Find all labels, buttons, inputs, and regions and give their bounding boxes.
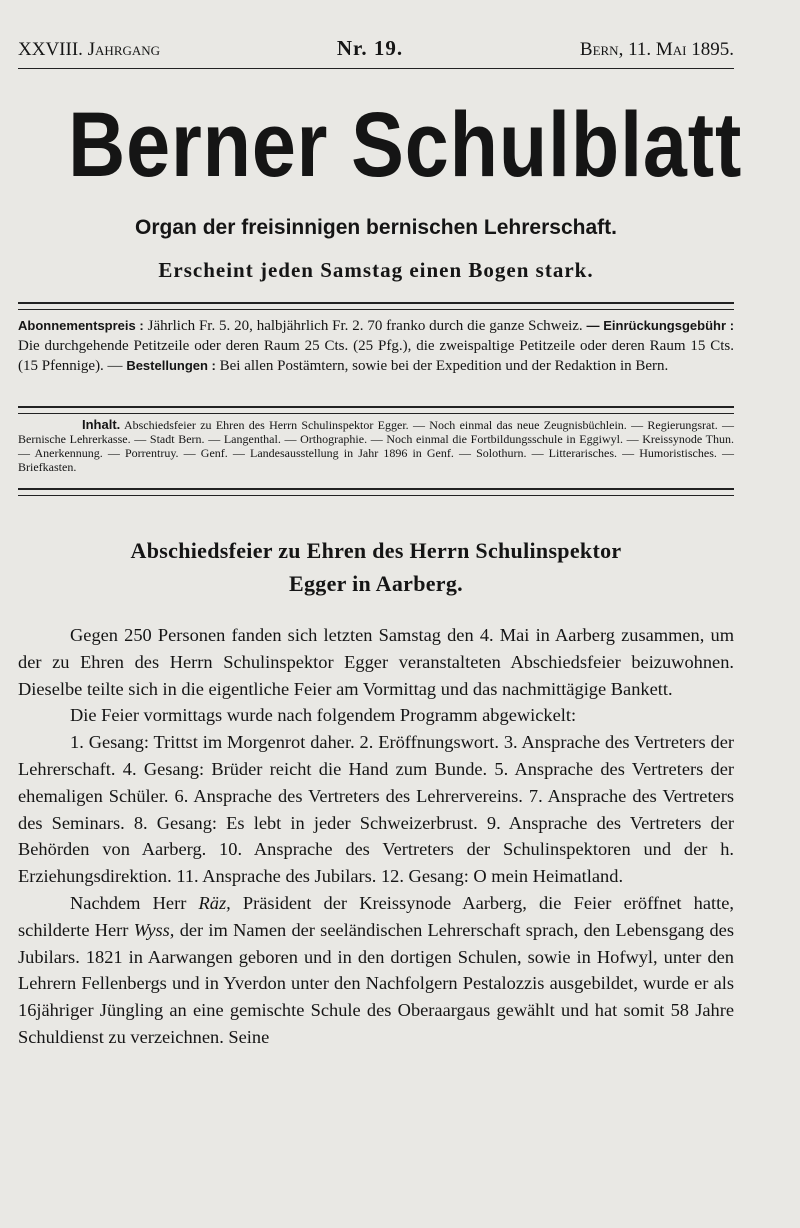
orders-label: Bestellungen : bbox=[126, 358, 216, 373]
article-title bbox=[18, 534, 734, 600]
header-line bbox=[18, 36, 734, 61]
article-title-line-1: Abschiedsfeier zu Ehren des Herrn Schulinspektor bbox=[130, 538, 622, 563]
contents-text: Abschiedsfeier zu Ehren des Herrn Schulinspektor Egger. — Noch einmal das neue Zeugnisbüchlein. — Regierungsrat. — Bernische Lehrerkasse. — Stadt Bern. — Langenthal. — Orthographie. — Noch einmal die Fortbildungsschule in Eggiwyl. — Kreissynode Thun. — Anerkennung. — Porrentruy. — Genf. — Landesausstellung in Jahr 1896 in Genf. — Solothurn. — Litterarisches. — Humoristisches. — Briefkasten. bbox=[18, 418, 734, 474]
subscription-info bbox=[18, 316, 734, 376]
article-body bbox=[18, 622, 734, 1051]
header-rule bbox=[18, 68, 734, 69]
article-title-line-2: Egger in Aarberg. bbox=[289, 571, 463, 596]
divider-top bbox=[18, 302, 734, 310]
text-run: der im Namen der seeländischen Lehrerschaft sprach, den Lebensgang des Jubilars. 1821 in Aarwangen geboren und in den dortigen Schulen, sowie in Hofwyl, unter den Lehrern Fellenbergs und in Yverdon unter den Nachfolgern Pestalozzis ausgebildet, wurde er als 16jähriger Jüngling an eine gemischte Schule des Oberaargaus gewählt und hat somit 58 Jahre Schuldienst zu verzeichnen. Seine bbox=[18, 919, 734, 1047]
divider-bottom bbox=[18, 488, 734, 496]
issue-number: Nr. 19. bbox=[336, 36, 404, 60]
subscription-text: Jährlich Fr. 5. 20, halbjährlich Fr. 2. 70 franko durch die ganze Schweiz. bbox=[147, 318, 583, 334]
person-name: Wyss, bbox=[133, 919, 175, 940]
paragraph: Die Feier vormittags wurde nach folgendem Programm abgewickelt: bbox=[70, 705, 577, 726]
orders-text: Bei allen Postämtern, sowie bei der Expedition und der Redaktion in Bern. bbox=[219, 358, 669, 374]
place-date: Bern, 11. Mai 1895. bbox=[579, 39, 734, 60]
insertion-label: — Einrückungsgebühr : bbox=[586, 318, 735, 333]
text-run: Nachdem Herr bbox=[70, 892, 187, 913]
publication-frequency: Erscheint jeden Samstag einen Bogen stark. bbox=[158, 258, 594, 282]
paragraph bbox=[18, 890, 734, 1051]
divider-middle bbox=[18, 406, 734, 414]
table-of-contents bbox=[18, 418, 734, 474]
contents-label: Inhalt. bbox=[82, 417, 121, 432]
volume-label: XXVIII. Jahrgang bbox=[18, 39, 161, 60]
text-run: Präsident der Kreissynode Aarberg, die Feier eröffnet hatte, schilderte Herr bbox=[18, 892, 734, 940]
masthead-title: Berner Schulblatt bbox=[68, 94, 743, 196]
paragraph: Gegen 250 Personen fanden sich letzten Samstag den 4. Mai in Aarberg zusammen, um der zu Ehren des Herrn Schulinspektor Egger veranstalteten Abschiedsfeier beizuwohnen. Dieselbe teilte sich in die eigentliche Feier am Vormittag und das nachmittägige Bankett. bbox=[18, 625, 734, 699]
masthead-subtitle: Organ der freisinnigen bernischen Lehrerschaft. bbox=[135, 216, 617, 239]
person-name: Räz, bbox=[198, 892, 231, 913]
insertion-text: Die durchgehende Petitzeile oder deren Raum 25 Cts. (25 Pfg.), die zweispaltige Petitzeile oder deren Raum 15 Cts. (15 Pfennige). — bbox=[18, 338, 734, 374]
program-list: 1. Gesang: Trittst im Morgenrot daher. 2. Eröffnungswort. 3. Ansprache des Vertreters der Lehrerschaft. 4. Gesang: Brüder reicht die Hand zum Bunde. 5. Ansprache des Vertreters der ehemaligen Schüler. 6. Ansprache des Vertreters des Lehrervereins. 7. Ansprache des Vertreters des Seminars. 8. Gesang: Es lebt in jeder Schweizerbrust. 9. Ansprache des Vertreters der Behörden von Aarberg. 10. Ansprache des Vertreters der Schulinspektoren und der h. Erziehungsdirektion. 11. Ansprache des Jubilars. 12. Gesang: O mein Heimatland. bbox=[18, 732, 734, 887]
subscription-label: Abonnementspreis : bbox=[18, 318, 144, 333]
